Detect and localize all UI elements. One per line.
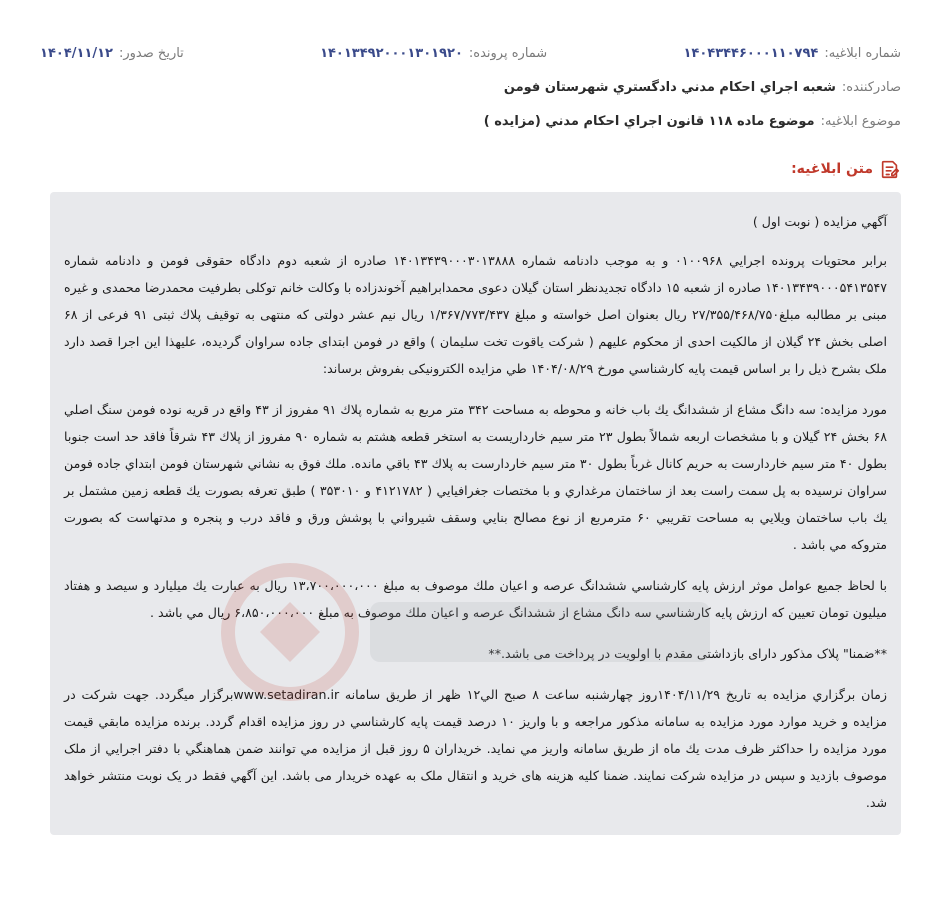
- case-number-label: شماره پرونده:: [468, 46, 548, 61]
- case-number-value: ۱۴۰۱۳۴۹۲۰۰۰۱۳۰۱۹۲۰: [320, 46, 463, 61]
- issuer-label: صادرکننده:: [841, 80, 901, 95]
- notice-text-title-label: متن ابلاغیه:: [791, 161, 873, 177]
- notice-body: [50, 192, 901, 835]
- notice-meta-row: [40, 46, 901, 61]
- notice-paragraph-3: با لحاظ جميع عوامل موثر ارزش پايه كارشناسي ششدانگ عرصه و اعيان ملك موصوف به مبلغ ۱۳،۷۰۰،۰۰۰،۰۰۰ ريال به عبارت يك ميليارد و سيصد و هفتاد ميليون تومان تعيين كه ارزش پايه كارشناسي سه دانگ مشاع از ششدانگ عرصه و اعيان ملك موصوف به مبلغ ۶،۸۵۰،۰۰۰،۰۰۰ ريال مي باشد .: [64, 578, 888, 620]
- notice-paragraph-1: برابر محتويات پرونده اجرايي ۰۱۰۰۹۶۸ و به موجب دادنامه شماره ۱۴۰۱۳۴۳۹۰۰۰۳۰۱۳۸۸۸ صادره از شعبه دوم دادگاه حقوقی فومن و دادنامه شماره ۱۴۰۱۳۴۳۹۰۰۰۵۴۱۳۵۴۷ صادره از شعبه ۱۵ دادگاه تجديدنظر استان گيلان دعوی محمدابراهيم آخوندزاده با وكالت خانم توكلی بطرفيت محمدرضا محمدی و غيره مبنی بر مطالبه مبلغ۲۷/۳۵۵/۴۶۸/۷۵۰ ريال بعنوان اصل خواسته و مبلغ ۱/۳۶۷/۷۷۳/۴۳۷ ريال نيم عشر دولتی كه منتهی به توقيف پلاك ثبتی ۹۱ فرعی از ۶۸ اصلی بخش ۲۴ گيلان از مالكيت احدی از محكوم عليهم ( شركت ياقوت تخت سليمان ) واقع در فومن ابتدای جاده سراوان گرديده، عليهذا اين اجرا قصد دارد ملک بشرح ذيل را بر اساس قيمت پايه كارشناسي مورخ ۱۴۰۴/۰۸/۲۹ طي مزايده الكترونيكی بفروش برساند:: [64, 253, 888, 376]
- document-edit-icon: [879, 158, 901, 180]
- notice-heading: آگهي مزايده ( نوبت اول ): [752, 214, 887, 229]
- notice-paragraph-4: **ضمنا" پلاک مذکور دارای بازداشتی مقدم با اولويت در پرداخت می باشد.**: [488, 646, 887, 661]
- issue-date: [40, 46, 184, 61]
- notice-number-value: ۱۴۰۴۳۴۴۶۰۰۰۱۱۰۷۹۴: [683, 46, 819, 61]
- subject-row: [40, 114, 901, 129]
- issuer-row: [40, 80, 901, 95]
- issue-date-label: تاریخ صدور:: [119, 46, 184, 61]
- subject-value: موضوع ماده ۱۱۸ قانون اجراي احكام مدني (مزايده ): [483, 114, 815, 129]
- case-number: [320, 46, 547, 61]
- notice-paragraph-2: مورد مزايده: سه دانگ مشاع از ششدانگ يك باب خانه و محوطه به مساحت ۳۴۲ متر مربع به شماره پلاك ۹۱ مفروز از ۴۳ واقع در قريه نوده فومن سنگ اصلي ۶۸ بخش ۲۴ گيلان و با مشخصات اربعه شمالاً بطول ۲۳ متر سيم خارداريست به استخر قطعه هشتم به شماره ۹۰ مفروز از پلاك ۴۳ شرقاً فاقد حد است جنوبا بطول ۴۰ متر سيم خاردارست به حريم كانال غرباً بطول ۳۰ متر سيم خاردارست به پلاك ۴۳ باقي مانده. ملك فوق به نشاني شهرستان فومن ابتداي جاده فومن سراوان نرسيده به پل سمت راست بعد از ساختمان مرغداري و با مختصات جغرافيايي ( ۴۱۲۱۷۸۲ و ۳۵۳۰۱۰ ) طبق تعرفه بصورت يك قطعه زمين مشتمل بر يك باب ساختمان ويلايي به مساحت تقريبي ۶۰ مترمربع از نوع مصالح بنايي وسقف شيرواني با پوشش ورق و فاقد درب و پنجره و مدتهاست كه بصورت متروكه مي باشد .: [64, 402, 888, 552]
- notice-number-label: شماره ابلاغیه:: [824, 46, 901, 61]
- issue-date-value: ۱۴۰۴/۱۱/۱۲: [40, 46, 113, 61]
- notice-paragraph-5: زمان برگزاري مزايده به تاريخ ۱۴۰۴/۱۱/۲۹روز چهارشنبه ساعت ۸ صبح الي۱۲ ظهر از طريق سامانه www.setadiran.irبرگزار ميگردد. جهت شركت در مزايده و خريد موارد مورد مزايده به سامانه مذكور مراجعه و با واريز ۱۰ درصد قيمت پايه كارشناسي در روز مزايده اقدام گردد. برنده مزايده مابقي قيمت مورد مزايده را حداكثر ظرف مدت يك ماه از طريق سامانه واريز مي نمايد. خريداران ۵ روز قبل از مزايده مي توانند ضمن هماهنگي با دفتر اجرايي از ملک موصوف بازديد و سپس در مزايده شركت نمايند. ضمنا كليه هزينه های خريد و انتقال ملک به عهده خريدار می باشد. اين آگهي فقط در يک نوبت منتشر خواهد شد.: [64, 687, 887, 810]
- notice-number: [683, 46, 901, 61]
- subject-label: موضوع ابلاغیه:: [820, 114, 901, 129]
- notice-text-title: [791, 158, 901, 180]
- issuer-value: شعبه اجراي احكام مدني دادگستري شهرستان فومن: [503, 80, 836, 95]
